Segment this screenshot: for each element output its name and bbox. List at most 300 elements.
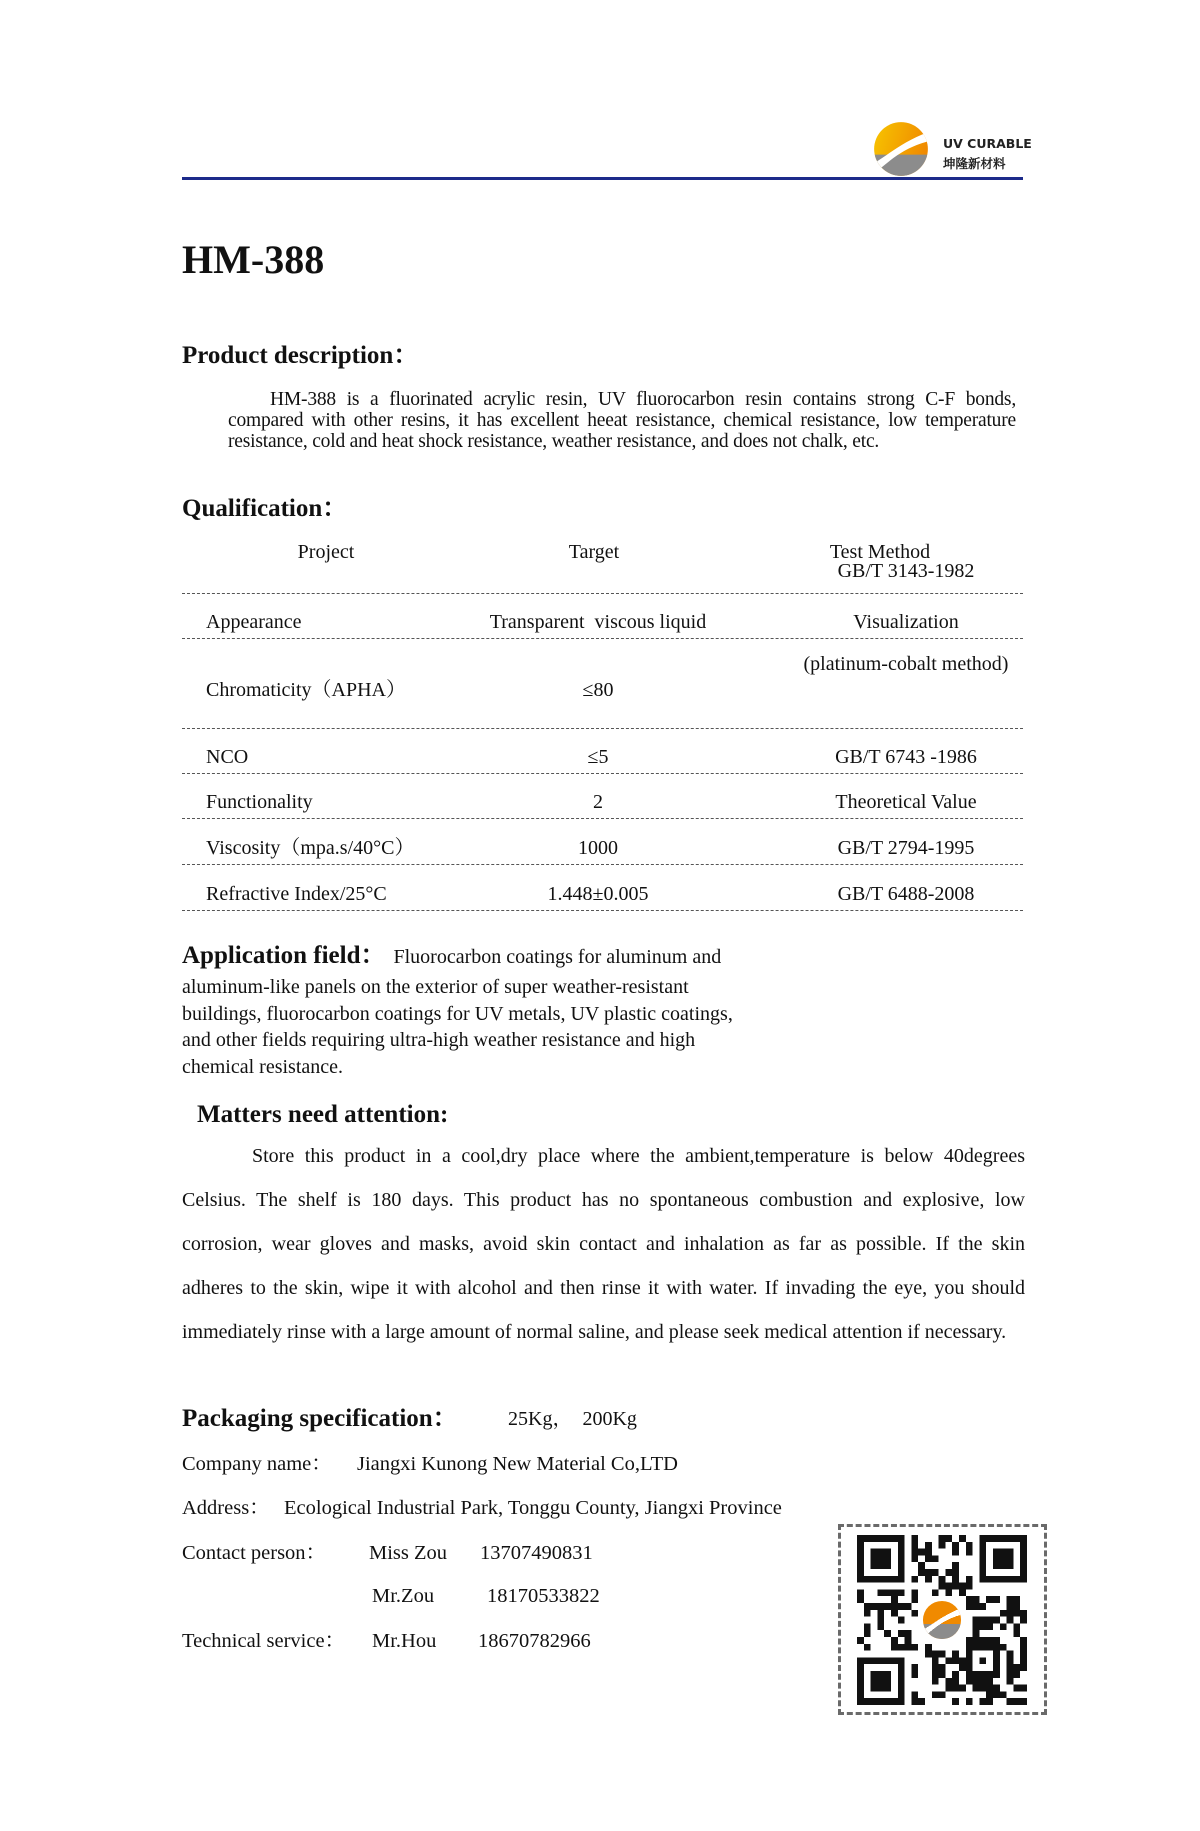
qr-module — [884, 1576, 891, 1583]
qr-module — [877, 1589, 884, 1596]
qr-module — [898, 1589, 905, 1596]
qr-module — [1020, 1555, 1027, 1562]
qr-module — [884, 1549, 891, 1556]
qr-module — [877, 1549, 884, 1556]
qr-module — [871, 1603, 878, 1610]
qr-module — [1013, 1698, 1020, 1705]
qr-module — [857, 1562, 864, 1569]
qr-module — [973, 1685, 980, 1692]
table-row — [182, 819, 1023, 865]
qr-module — [898, 1630, 905, 1637]
qr-module — [966, 1576, 973, 1583]
qr-module — [973, 1596, 980, 1603]
qr-module — [864, 1603, 871, 1610]
qr-module — [884, 1698, 891, 1705]
product-description-heading: Product description： — [182, 342, 419, 369]
qr-module — [986, 1637, 993, 1644]
qr-module — [1020, 1610, 1027, 1617]
product-description-text: HM-388 is a fluorinated acrylic resin, UV fluorocarbon resin contains strong C-F bonds, compared with other resins, it has excellent heeat resistance, chemical resistance, low temperature resistance, cold and heat shock resistance, weather resistance, and does not chalk, etc. — [228, 389, 1016, 452]
packaging-heading: Packaging specification： — [182, 1405, 458, 1432]
qr-module — [973, 1644, 980, 1651]
qr-module — [864, 1657, 871, 1664]
qr-module — [898, 1671, 905, 1678]
qr-module — [932, 1555, 939, 1562]
qr-module — [1020, 1651, 1027, 1658]
qr-module — [1007, 1576, 1014, 1583]
contact-name: Mr.Zou — [372, 1585, 435, 1607]
contact-label: Contact person： — [182, 1542, 327, 1564]
qr-module — [945, 1569, 952, 1576]
qr-module — [979, 1576, 986, 1583]
qr-module — [884, 1589, 891, 1596]
address-value: Ecological Industrial Park, Tonggu County, Jiangxi Province — [284, 1497, 782, 1519]
qr-module — [864, 1698, 871, 1705]
qr-module — [966, 1671, 973, 1678]
qr-module — [871, 1549, 878, 1556]
qr-module — [1007, 1678, 1014, 1685]
qr-module — [979, 1542, 986, 1549]
qr-module — [966, 1657, 973, 1664]
qr-module — [898, 1657, 905, 1664]
row-target: 1.448±0.005 — [547, 883, 649, 905]
qr-module — [857, 1542, 864, 1549]
qr-module — [966, 1583, 973, 1590]
qr-module — [979, 1644, 986, 1651]
qr-module — [993, 1576, 1000, 1583]
qr-module — [973, 1603, 980, 1610]
application-field-heading: Application field： — [182, 942, 386, 969]
qr-module — [979, 1657, 986, 1664]
qr-module — [1000, 1610, 1007, 1617]
packaging-value: 25Kg， 200Kg — [508, 1408, 637, 1430]
qr-module — [979, 1549, 986, 1556]
qr-module — [932, 1664, 939, 1671]
qr-module — [857, 1671, 864, 1678]
qr-module — [993, 1685, 1000, 1692]
qr-module — [1020, 1617, 1027, 1624]
row-method: GB/T 6488-2008 — [837, 883, 975, 905]
qr-module — [898, 1678, 905, 1685]
qr-module — [884, 1671, 891, 1678]
qr-module — [877, 1603, 884, 1610]
qr-module — [911, 1542, 918, 1549]
qr-module — [966, 1549, 973, 1556]
qr-module — [966, 1596, 973, 1603]
qr-module — [877, 1678, 884, 1685]
matters-text: Store this product in a cool,dry place where the ambient,temperature is below 40degrees Celsius. The shelf is 180 days. This product has no spontaneous combustion and explosive, low corrosion, wear gloves and masks, avoid skin contact and inhalation as far as possible. If the skin adheres to the skin, wipe it with alcohol and then rinse it with water. If invading the eye, you should immediately rinse with a large amount of normal saline, and please seek medical attention if necessary. — [182, 1145, 1025, 1343]
qr-module — [939, 1664, 946, 1671]
qr-module — [973, 1617, 980, 1624]
qr-module — [945, 1678, 952, 1685]
qr-module — [911, 1671, 918, 1678]
qr-module — [918, 1569, 925, 1576]
qr-module — [898, 1576, 905, 1583]
qr-module — [945, 1583, 952, 1590]
row-target: 2 — [593, 791, 603, 813]
qr-module — [1013, 1535, 1020, 1542]
qr-module — [884, 1562, 891, 1569]
qr-module — [871, 1576, 878, 1583]
qr-module — [986, 1685, 993, 1692]
qr-module — [993, 1644, 1000, 1651]
qr-module — [939, 1671, 946, 1678]
qr-module — [993, 1637, 1000, 1644]
row-method: GB/T 6743 -1986 — [835, 746, 977, 768]
column-header-project: Project — [297, 541, 355, 563]
qr-module — [891, 1576, 898, 1583]
qr-module — [1000, 1691, 1007, 1698]
qr-module — [1007, 1549, 1014, 1556]
qr-module — [857, 1596, 864, 1603]
qr-module — [898, 1691, 905, 1698]
table-row — [182, 865, 1023, 911]
qr-module — [952, 1562, 959, 1569]
address-label: Address： — [182, 1497, 270, 1519]
qr-module — [966, 1651, 973, 1658]
row-item: Chromaticity（APHA） — [206, 679, 406, 701]
qr-module — [979, 1671, 986, 1678]
qr-module — [932, 1691, 939, 1698]
qr-module — [898, 1664, 905, 1671]
qr-module — [945, 1589, 952, 1596]
qr-module — [986, 1617, 993, 1624]
row-item: NCO — [206, 746, 249, 768]
qr-module — [966, 1603, 973, 1610]
qr-module — [932, 1589, 939, 1596]
qr-module — [959, 1657, 966, 1664]
qr-module — [952, 1678, 959, 1685]
qr-module — [1000, 1555, 1007, 1562]
qr-module — [857, 1569, 864, 1576]
qr-module — [939, 1691, 946, 1698]
qr-module — [1000, 1562, 1007, 1569]
qr-module — [905, 1644, 912, 1651]
qr-module — [877, 1555, 884, 1562]
qr-module — [973, 1623, 980, 1630]
qr-module — [1013, 1596, 1020, 1603]
qr-module — [1007, 1610, 1014, 1617]
qr-module — [939, 1542, 946, 1549]
qr-module — [952, 1576, 959, 1583]
qr-module — [864, 1535, 871, 1542]
qr-module — [877, 1610, 884, 1617]
qr-module — [966, 1637, 973, 1644]
qr-module — [898, 1542, 905, 1549]
qr-module — [884, 1685, 891, 1692]
qr-module — [1007, 1617, 1014, 1624]
qr-module — [932, 1569, 939, 1576]
qr-module — [905, 1603, 912, 1610]
contact-name: Miss Zou — [369, 1542, 448, 1564]
qr-module — [891, 1596, 898, 1603]
row-method-standard: GB/T 3143-1982 — [837, 560, 975, 582]
qr-module — [891, 1657, 898, 1664]
table-row — [182, 774, 1023, 819]
qr-module — [877, 1562, 884, 1569]
qr-module — [952, 1657, 959, 1664]
qr-module — [1020, 1664, 1027, 1671]
qr-module — [993, 1691, 1000, 1698]
qr-module — [973, 1678, 980, 1685]
qr-module — [986, 1576, 993, 1583]
qr-module — [1000, 1623, 1007, 1630]
qr-module — [857, 1535, 864, 1542]
qr-module — [911, 1576, 918, 1583]
qr-module — [993, 1657, 1000, 1664]
qr-module — [877, 1685, 884, 1692]
qr-module — [973, 1671, 980, 1678]
qr-module — [911, 1664, 918, 1671]
qr-module — [945, 1685, 952, 1692]
qr-module — [979, 1617, 986, 1624]
qr-module — [857, 1637, 864, 1644]
qr-module — [877, 1698, 884, 1705]
logo-brand-text: UV CURABLE — [943, 136, 1032, 151]
qr-module — [986, 1623, 993, 1630]
qr-module — [925, 1651, 932, 1658]
qr-module — [898, 1569, 905, 1576]
company-label: Company name： — [182, 1453, 332, 1475]
contact-phone: 18170533822 — [487, 1585, 600, 1607]
qr-module — [857, 1698, 864, 1705]
technical-service-phone: 18670782966 — [478, 1630, 591, 1652]
qr-module — [932, 1678, 939, 1685]
qr-module — [1007, 1562, 1014, 1569]
row-item: Viscosity（mpa.s/40°C） — [206, 837, 415, 859]
qr-module — [1013, 1610, 1020, 1617]
qr-module — [959, 1685, 966, 1692]
qr-module — [877, 1623, 884, 1630]
qr-center-logo-icon — [918, 1596, 966, 1644]
qr-module — [979, 1637, 986, 1644]
qr-module — [905, 1637, 912, 1644]
row-target: Transparent viscous liquid — [489, 611, 707, 633]
qr-module — [1007, 1671, 1014, 1678]
qr-module — [1007, 1555, 1014, 1562]
row-method — [789, 511, 1023, 724]
qr-module — [932, 1651, 939, 1658]
qr-module — [898, 1535, 905, 1542]
qr-module — [945, 1657, 952, 1664]
qr-module — [979, 1603, 986, 1610]
qr-module — [864, 1610, 871, 1617]
qr-module — [871, 1671, 878, 1678]
qr-module — [898, 1698, 905, 1705]
qr-module — [959, 1535, 966, 1542]
application-field-section — [182, 938, 747, 1080]
qr-module — [911, 1555, 918, 1562]
qr-module — [877, 1657, 884, 1664]
row-method: GB/T 2794-1995 — [837, 837, 975, 859]
product-title: HM-388 — [182, 237, 325, 282]
qr-module — [911, 1535, 918, 1542]
qr-module — [973, 1630, 980, 1637]
qr-module — [979, 1678, 986, 1685]
qr-module — [857, 1685, 864, 1692]
qr-module — [959, 1583, 966, 1590]
qr-module — [871, 1657, 878, 1664]
qr-module — [993, 1535, 1000, 1542]
qr-module — [939, 1583, 946, 1590]
qr-module — [911, 1644, 918, 1651]
qr-module — [925, 1644, 932, 1651]
qr-module — [877, 1617, 884, 1624]
qr-module — [966, 1542, 973, 1549]
qr-module — [952, 1542, 959, 1549]
qr-module — [857, 1657, 864, 1664]
qr-module — [986, 1596, 993, 1603]
qr-module — [986, 1691, 993, 1698]
qr-module — [891, 1535, 898, 1542]
contact-phone: 13707490831 — [480, 1542, 593, 1564]
qr-module — [986, 1671, 993, 1678]
qr-module — [986, 1698, 993, 1705]
qr-module — [979, 1569, 986, 1576]
qr-module — [993, 1664, 1000, 1671]
column-header-target: Target — [568, 541, 620, 563]
qr-module — [939, 1535, 946, 1542]
qr-module — [932, 1657, 939, 1664]
qr-module — [1000, 1549, 1007, 1556]
row-item: Functionality — [206, 791, 313, 813]
qr-module — [1007, 1535, 1014, 1542]
qr-module — [959, 1664, 966, 1671]
qr-module — [1013, 1630, 1020, 1637]
qr-module — [925, 1569, 932, 1576]
qr-module — [884, 1657, 891, 1664]
qr-module — [1020, 1685, 1027, 1692]
qr-module — [857, 1678, 864, 1685]
qr-module — [1020, 1569, 1027, 1576]
qr-module — [911, 1596, 918, 1603]
qr-module — [932, 1671, 939, 1678]
qr-module — [952, 1651, 959, 1658]
qr-module — [864, 1623, 871, 1630]
qr-module — [864, 1644, 871, 1651]
qr-module — [952, 1685, 959, 1692]
qr-module — [877, 1576, 884, 1583]
qr-module — [898, 1603, 905, 1610]
qr-module — [1013, 1576, 1020, 1583]
qr-module — [986, 1644, 993, 1651]
qr-module — [1020, 1657, 1027, 1664]
qr-module — [966, 1664, 973, 1671]
qr-module — [1000, 1576, 1007, 1583]
row-method-note: (platinum-cobalt method) — [803, 653, 1009, 675]
qr-module — [993, 1555, 1000, 1562]
qr-module — [918, 1562, 925, 1569]
qr-module — [1020, 1644, 1027, 1651]
qr-module — [939, 1576, 946, 1583]
technical-service-name: Mr.Hou — [372, 1630, 437, 1652]
qr-module — [911, 1549, 918, 1556]
row-method: Visualization — [853, 611, 959, 633]
qr-module — [857, 1589, 864, 1596]
qr-module — [973, 1637, 980, 1644]
qr-module — [952, 1583, 959, 1590]
application-field-text: Fluorocarbon coatings for aluminum and aluminum-like panels on the exterior of super weather-resistant buildings, fluorocarbon coatings for UV metals, UV plastic coatings, and other fields requiring ultra-high weather resistance and high chemical resistance. — [182, 946, 733, 1078]
qr-module — [891, 1637, 898, 1644]
qr-module — [905, 1630, 912, 1637]
qr-module — [993, 1596, 1000, 1603]
qr-module — [871, 1698, 878, 1705]
qr-module — [898, 1685, 905, 1692]
qr-module — [1007, 1664, 1014, 1671]
qr-module — [986, 1678, 993, 1685]
qr-module — [1020, 1549, 1027, 1556]
qr-module — [891, 1589, 898, 1596]
qr-module — [871, 1562, 878, 1569]
qr-module — [891, 1610, 898, 1617]
header-rule — [182, 177, 1023, 180]
qr-module — [864, 1576, 871, 1583]
qr-module — [952, 1549, 959, 1556]
qr-module — [993, 1617, 1000, 1624]
qr-module — [952, 1698, 959, 1705]
matters-heading: Matters need attention: — [197, 1101, 449, 1128]
row-target: ≤80 — [582, 679, 614, 701]
qr-module — [959, 1589, 966, 1596]
qr-module — [925, 1555, 932, 1562]
qr-module — [1020, 1576, 1027, 1583]
qr-module — [1013, 1685, 1020, 1692]
qr-module — [857, 1664, 864, 1671]
qr-module — [877, 1535, 884, 1542]
qr-module — [911, 1589, 918, 1596]
qr-module — [993, 1671, 1000, 1678]
qr-module — [966, 1698, 973, 1705]
qr-module — [939, 1651, 946, 1658]
qr-module — [979, 1623, 986, 1630]
qr-code — [857, 1535, 1027, 1705]
column-header-test-method: Test Method — [829, 541, 931, 563]
qr-module — [918, 1549, 925, 1556]
qr-module — [925, 1549, 932, 1556]
qr-module — [993, 1562, 1000, 1569]
qr-module — [884, 1603, 891, 1610]
qr-module — [1020, 1637, 1027, 1644]
qr-module — [871, 1678, 878, 1685]
qr-module — [898, 1644, 905, 1651]
qr-module — [911, 1610, 918, 1617]
qr-module — [877, 1671, 884, 1678]
qr-module — [1007, 1657, 1014, 1664]
qr-module — [1007, 1651, 1014, 1658]
qr-module — [945, 1535, 952, 1542]
qr-module — [966, 1644, 973, 1651]
technical-service-label: Technical service： — [182, 1630, 346, 1652]
row-target: 1000 — [578, 837, 618, 859]
qr-module — [993, 1549, 1000, 1556]
qr-module — [993, 1651, 1000, 1658]
qr-module — [1000, 1644, 1007, 1651]
qr-module — [1007, 1596, 1014, 1603]
qr-module — [871, 1535, 878, 1542]
qr-module — [925, 1542, 932, 1549]
qr-module — [1020, 1542, 1027, 1549]
qr-module — [966, 1678, 973, 1685]
qr-module — [898, 1617, 905, 1624]
qr-module — [857, 1691, 864, 1698]
qualification-heading: Qualification： — [182, 495, 348, 522]
qr-module — [864, 1630, 871, 1637]
qr-module — [979, 1555, 986, 1562]
qr-module — [884, 1678, 891, 1685]
qr-module — [911, 1691, 918, 1698]
qr-module — [891, 1698, 898, 1705]
qr-module — [884, 1535, 891, 1542]
qr-module — [891, 1644, 898, 1651]
